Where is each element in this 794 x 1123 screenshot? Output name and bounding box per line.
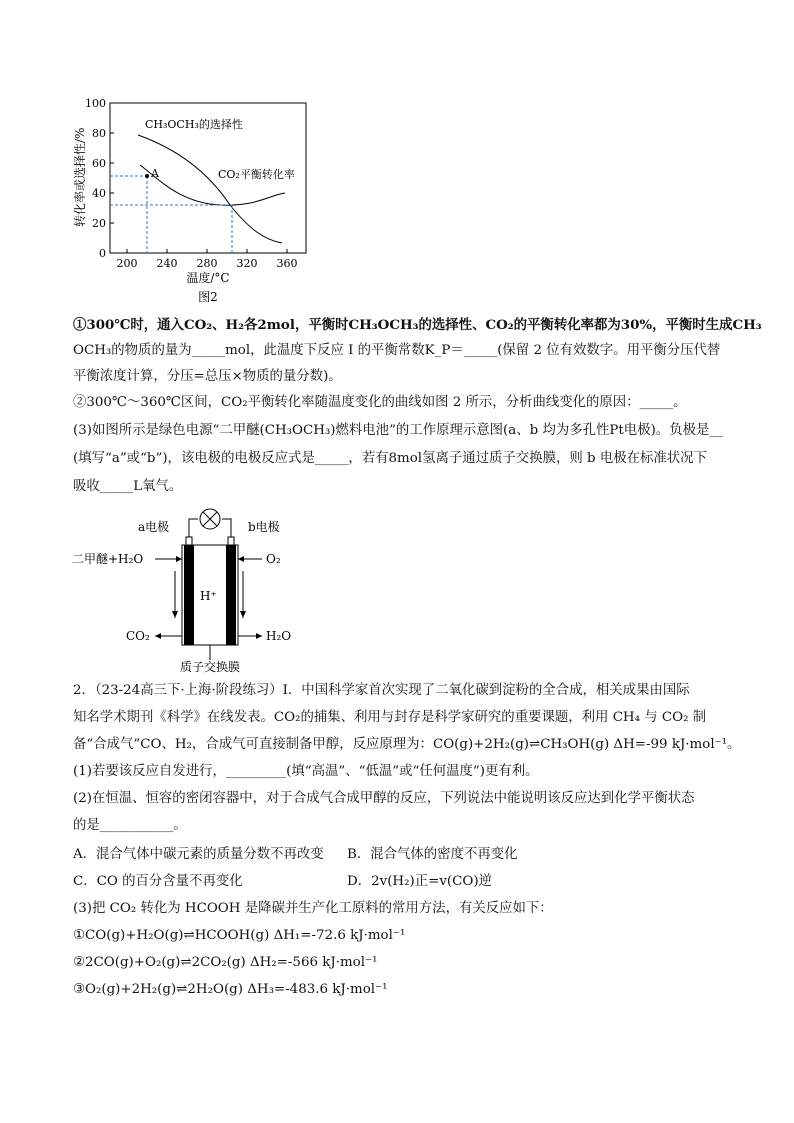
q1-text-line-7: 吸收_____L氧气。 xyxy=(73,479,183,494)
point-a-label: A xyxy=(151,167,159,180)
q2-text-line-4: (1)若要该反应自发进行，_________(填“高温”、“低温”或“任何温度”)更有利。 xyxy=(73,764,539,779)
q2-text-line-7: (3)把 CO₂ 转化为 HCOOH 是降碳并生产化工原料的常用方法，有关反应如下： xyxy=(73,901,553,916)
y-tick-60: 60 xyxy=(92,157,106,170)
q1-text-line-5: (3)如图所示是绿色电源“二甲醚(CH₃OCH₃)燃料电池”的工作原理示意图(a、b 均为多孔性Pt电极)。负极是__ xyxy=(73,423,723,438)
dme-selectivity-curve xyxy=(138,135,282,243)
co2-conversion-label: CO₂平衡转化率 xyxy=(218,168,295,181)
y-tick-40: 40 xyxy=(92,187,106,200)
b-electrode-label: b电极 xyxy=(248,520,280,534)
option-d: D．2v(H₂)正=v(CO)逆 xyxy=(347,874,492,889)
q1-text-line-6: (填写“a”或“b”)，该电极的电极反应式是_____，若有8mol氢离子通过质子交换膜，则 b 电极在标准状况下 xyxy=(73,451,707,466)
lamp-icon xyxy=(200,509,220,529)
option-b: B．混合气体的密度不再变化 xyxy=(347,847,518,862)
reaction-1: ①CO(g)+H₂O(g)⇌HCOOH(g) ΔH₁=-72.6 kJ·mol⁻¹ xyxy=(73,928,406,943)
x-tick-240: 240 xyxy=(156,257,178,270)
x-tick-200: 200 xyxy=(116,257,138,270)
q2-text-line-6: 的是___________。 xyxy=(73,818,187,833)
x-tick-280: 280 xyxy=(196,257,218,270)
option-c: C．CO 的百分含量不再变化 xyxy=(73,874,243,889)
membrane-label: 质子交换膜 xyxy=(179,660,241,674)
x-tick-320: 320 xyxy=(236,257,258,270)
y-tick-100: 100 xyxy=(85,97,106,110)
proton-label: H⁺ xyxy=(200,589,217,603)
q1-text-line-3: 平衡浓度计算，分压=总压×物质的量分数)。 xyxy=(73,369,342,384)
reaction-3: ③O₂(g)+2H₂(g)⇌2H₂O(g) ΔH₃=-483.6 kJ·mol⁻¹ xyxy=(73,982,388,997)
q1-text-line-2: OCH₃的物质的量为_____mol，此温度下反应 I 的平衡常数K_P＝_____(保留 2 位有效数字。用平衡分压代替 xyxy=(73,343,721,358)
q2-text-line-5: (2)在恒温、恒容的密闭容器中，对于合成气合成甲醇的反应，下列说法中能说明该反应达到化学平衡状态 xyxy=(73,791,695,806)
electrode-a xyxy=(184,545,194,645)
y-axis-label: 转化率或选择性/% xyxy=(73,127,87,227)
dme-selectivity-label: CH₃OCH₃的选择性 xyxy=(145,118,243,131)
point-a-marker xyxy=(145,174,149,178)
right-output-label: H₂O xyxy=(266,629,292,643)
figure-2-chart xyxy=(70,95,320,310)
right-input-label: O₂ xyxy=(266,552,281,566)
reaction-2: ②2CO(g)+O₂(g)⇌2CO₂(g) ΔH₂=-566 kJ·mol⁻¹ xyxy=(73,955,378,970)
q2-text-line-1: 2．（23-24高三下·上海·阶段练习）I．中国科学家首次实现了二氧化碳到淀粉的全合成，相关成果由国际 xyxy=(73,683,690,698)
left-input-label: 二甲醚+H₂O xyxy=(72,552,144,566)
x-tick-360: 360 xyxy=(276,257,298,270)
y-tick-0: 0 xyxy=(99,247,106,260)
a-electrode-label: a电极 xyxy=(138,520,170,534)
q1-text-line-1: ①300℃时，通入CO₂、H₂各2mol，平衡时CH₃OCH₃的选择性、CO₂的平衡转化率都为30%，平衡时生成CH₃ xyxy=(73,317,762,333)
x-axis-label: 温度/°C xyxy=(186,271,230,285)
figure-caption: 图2 xyxy=(198,290,218,304)
fuel-cell-diagram xyxy=(70,505,330,675)
left-output-label: CO₂ xyxy=(126,629,150,643)
q2-text-line-2: 知名学术期刊《科学》在线发表。CO₂的捕集、利用与封存是科学家研究的重要课题，利用 CH₄ 与 CO₂ 制 xyxy=(73,710,707,725)
option-a: A．混合气体中碳元素的质量分数不再改变 xyxy=(73,847,324,862)
y-tick-80: 80 xyxy=(92,127,106,140)
q2-text-line-3: 备“合成气”CO、H₂，合成气可直接制备甲醇，反应原理为：CO(g)+2H₂(g)⇌CH₃OH(g) ΔH=-99 kJ·mol⁻¹。 xyxy=(73,737,741,752)
q1-text-line-4: ②300℃～360℃区间，CO₂平衡转化率随温度变化的曲线如图 2 所示，分析曲线变化的原因：_____。 xyxy=(73,395,687,410)
y-tick-20: 20 xyxy=(92,217,106,230)
electrode-b xyxy=(226,545,236,645)
